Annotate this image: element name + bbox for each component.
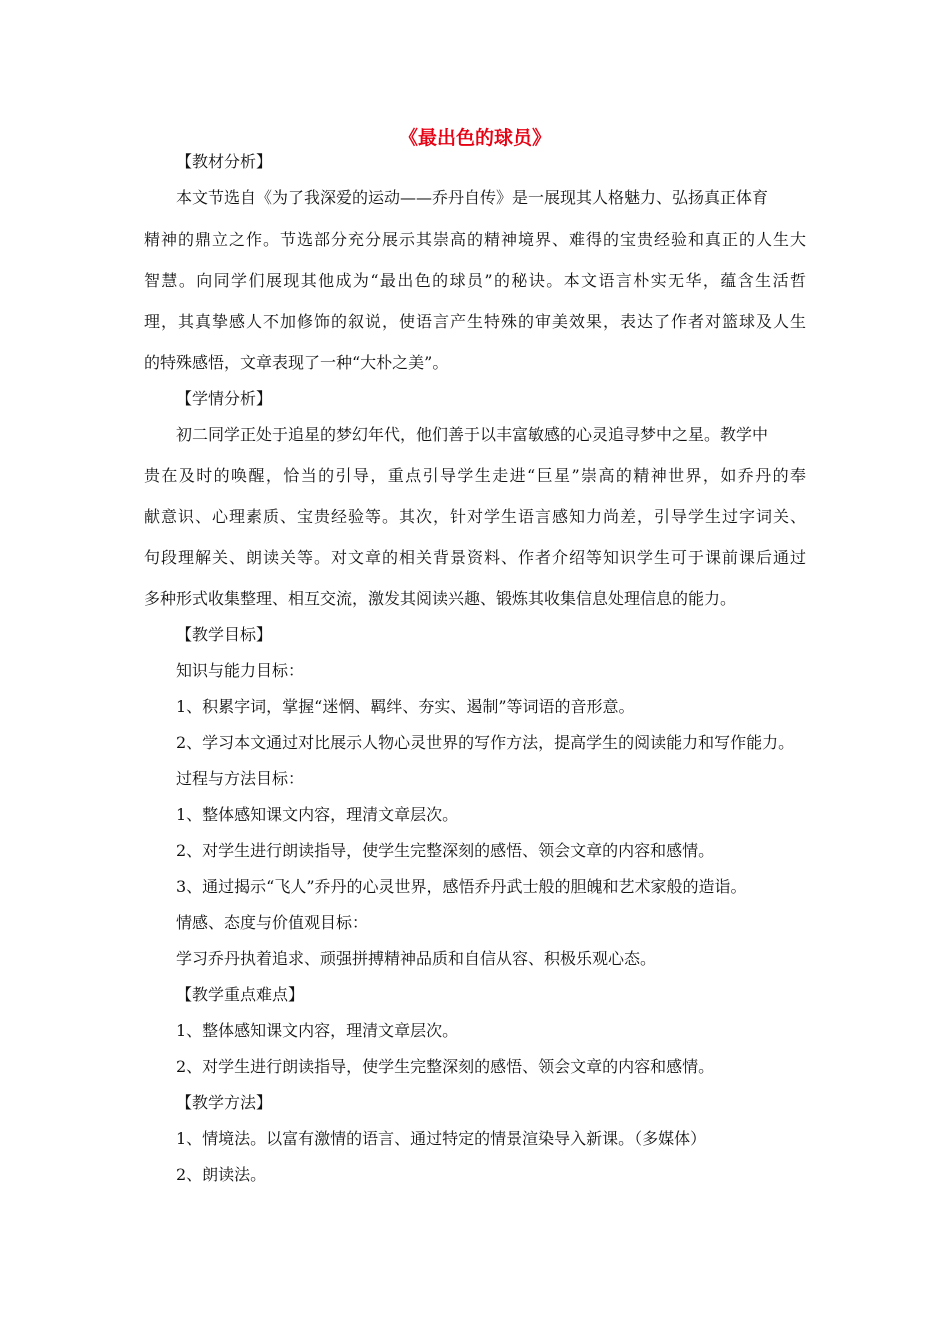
section-heading-textbook-analysis: 【教材分析】 xyxy=(176,152,273,171)
paragraph-line: 本文节选自《为了我深爱的运动——乔丹自传》是一展现其人格魅力、弘扬真正体育 xyxy=(176,188,769,207)
list-item: 学习乔丹执着追求、顽强拼搏精神品质和自信从容、积极乐观心态。 xyxy=(176,949,657,968)
list-item: 1、整体感知课文内容，理清文章层次。 xyxy=(176,1021,459,1040)
list-item: 2、对学生进行朗读指导，使学生完整深刻的感悟、领会文章的内容和感情。 xyxy=(176,1057,715,1076)
paragraph-line: 精神的鼎立之作。节选部分充分展示其崇高的精神境界、难得的宝贵经验和真正的人生大 xyxy=(144,230,806,249)
paragraph-line: 句段理解关、朗读关等。对文章的相关背景资料、作者介绍等知识学生可于课前课后通过 xyxy=(144,548,806,567)
subheading-emotion-goals: 情感、态度与价值观目标： xyxy=(176,913,369,932)
document-title: 《最出色的球员》 xyxy=(398,127,551,149)
paragraph-line: 初二同学正处于追星的梦幻年代，他们善于以丰富敏感的心灵追寻梦中之星。教学中 xyxy=(176,425,769,444)
paragraph-line: 智慧。向同学们展现其他成为“最出色的球员”的秘诀。本文语言朴实无华，蕴含生活哲 xyxy=(144,271,806,290)
section-heading-teaching-goals: 【教学目标】 xyxy=(176,625,273,644)
section-heading-student-analysis: 【学情分析】 xyxy=(176,389,273,408)
section-heading-key-points: 【教学重点难点】 xyxy=(176,985,305,1004)
paragraph-line: 贵在及时的唤醒，恰当的引导，重点引导学生走进“巨星”崇高的精神世界，如乔丹的奉 xyxy=(144,466,806,485)
paragraph-line: 献意识、心理素质、宝贵经验等。其次，针对学生语言感知力尚差，引导学生过字词关、 xyxy=(144,507,806,526)
list-item: 2、学习本文通过对比展示人物心灵世界的写作方法，提高学生的阅读能力和写作能力。 xyxy=(176,733,795,752)
list-item: 1、整体感知课文内容，理清文章层次。 xyxy=(176,805,459,824)
subheading-knowledge-goals: 知识与能力目标： xyxy=(176,661,305,680)
list-item: 2、朗读法。 xyxy=(176,1165,267,1184)
section-heading-teaching-methods: 【教学方法】 xyxy=(176,1093,273,1112)
subheading-process-goals: 过程与方法目标： xyxy=(176,769,305,788)
paragraph-line: 理，其真挚感人不加修饰的叙说，使语言产生特殊的审美效果，表达了作者对篮球及人生 xyxy=(144,312,806,331)
list-item: 2、对学生进行朗读指导，使学生完整深刻的感悟、领会文章的内容和感情。 xyxy=(176,841,715,860)
paragraph-line: 多种形式收集整理、相互交流，激发其阅读兴趣、锻炼其收集信息处理信息的能力。 xyxy=(144,589,737,608)
list-item: 3、通过揭示“飞人”乔丹的心灵世界，感悟乔丹武士般的胆魄和艺术家般的造诣。 xyxy=(176,877,747,896)
list-item: 1、积累字词，掌握“迷惘、羁绊、夯实、遏制”等词语的音形意。 xyxy=(176,697,635,716)
paragraph-line: 的特殊感悟，文章表现了一种“大朴之美”。 xyxy=(144,353,449,372)
list-item: 1、情境法。以富有激情的语言、通过特定的情景渲染导入新课。（多媒体） xyxy=(176,1129,707,1148)
